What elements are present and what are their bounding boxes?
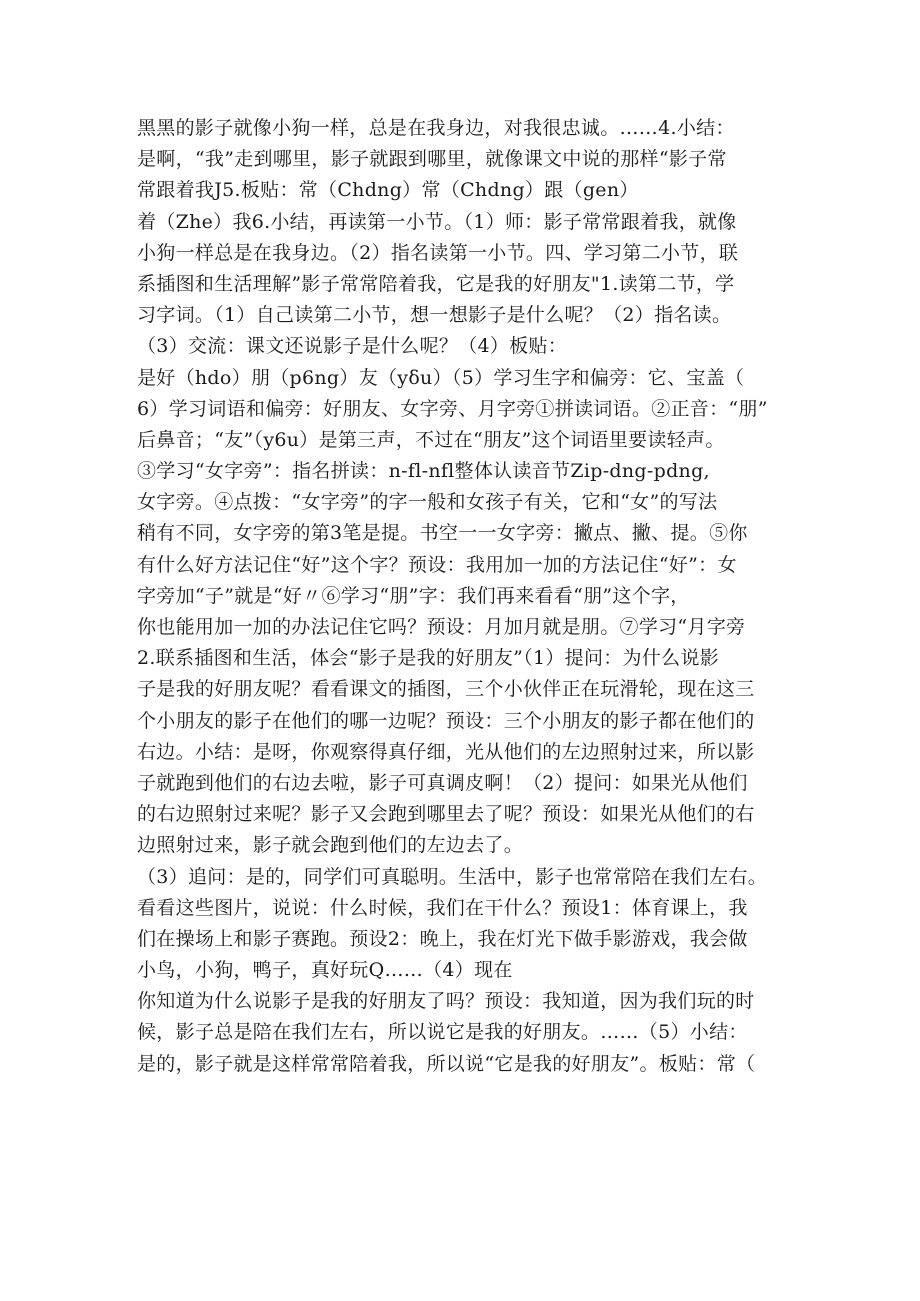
text-line: 是的，影子就是这样常常陪着我，所以说“它是我的好朋友”。板贴：常（ <box>137 1052 756 1075</box>
text-line: 子是我的好朋友呢？看看课文的插图，三个小伙伴正在玩滑轮，现在这三 <box>137 678 755 701</box>
text-line: 候，影子总是陪在我们左右，所以说它是我的好朋友。……（5）小结： <box>137 1021 748 1044</box>
text-line: 习字词。（1）自己读第二小节，想一想影子是什么呢？（2）指名读。 <box>137 304 732 327</box>
body-text <box>137 113 807 1080</box>
text-line: 个小朋友的影子在他们的哪一边呢？预设：三个小朋友的影子都在他们的 <box>137 709 755 732</box>
text-line: 稍有不同，女字旁的第3笔是提。书空一一女字旁：撇点、撇、提。⑤你 <box>137 522 748 545</box>
text-line: 你也能用加一加的办法记住它吗？预设：月加月就是朋。⑦学习“月字旁 <box>137 616 746 638</box>
text-line: 看看这些图片，说说：什么时候，我们在干什么？预设1：体育课上，我 <box>137 896 748 919</box>
text-line: 是啊，“我”走到哪里，影子就跟到哪里，就像课文中说的那样“影子常 <box>137 148 727 171</box>
text-line: 6）学习词语和偏旁：好朋友、女字旁、月字旁①拼读词语。②正音：“朋” <box>137 397 768 420</box>
text-line: 是好（hdo）朋（p6ng）友（yδu）（5）学习生字和偏旁：它、宝盖（ <box>137 366 745 389</box>
text-line: 你知道为什么说影子是我的好朋友了吗？预设：我知道，因为我们玩的时 <box>137 990 755 1013</box>
text-line: 2.联系插图和生活，体会“影子是我的好朋友”（1）提问：为什么说影 <box>137 647 720 670</box>
text-line: 后鼻音；“友”（y6u）是第三声，不过在“朋友”这个词语里要读轻声。 <box>137 428 725 451</box>
text-line: 常跟着我J5.板贴：常（Chdng）常（Chdng）跟（gen） <box>137 179 639 202</box>
text-line: ③学习“女字旁”：指名拼读：n-fl-nfl整体认读音节Zip-dng-pdng, <box>137 460 710 483</box>
text-line: 系插图和生活理解”影子常常陪着我，它是我的好朋友"1.读第二节，学 <box>137 272 735 295</box>
text-line: 小鸟，小狗，鸭子，真好玩Q……（4）现在 <box>137 959 513 982</box>
text-line: 边照射过来，影子就会跑到他们的左边去了。 <box>137 834 524 857</box>
text-line: 有什么好方法记住“好”这个字？预设：我用加一加的方法记住“好”：女 <box>137 553 737 576</box>
text-line: 们在操场上和影子赛跑。预设2：晚上，我在灯光下做手影游戏，我会做 <box>137 927 748 950</box>
text-line: 女字旁。④点拨：“女字旁”的字一般和女孩子有关，它和“女”的写法 <box>137 491 718 514</box>
text-line: （3）交流：课文还说影子是什么呢？（4）板贴： <box>137 335 568 358</box>
text-line: 着（Zhe）我6.小结，再读第一小节。（1）师：影子常常跟着我，就像 <box>137 210 737 233</box>
text-line: 的右边照射过来呢？影子又会跑到哪里去了呢？预设：如果光从他们的右 <box>137 803 755 826</box>
text-line: （3）追问：是的，同学们可真聪明。生活中，影子也常常陪在我们左右。 <box>137 865 767 888</box>
text-line: 子就跑到他们的右边去啦，影子可真调皮啊！（2）提问：如果光从他们 <box>137 771 748 794</box>
text-line: 右边。小结：是呀，你观察得真仔细，光从他们的左边照射过来，所以影 <box>137 740 755 763</box>
text-line: 小狗一样总是在我身边。（2）指名读第一小节。四、学习第二小节，联 <box>137 241 739 264</box>
text-line: 字旁加“子”就是“好〃⑥学习“朋”字：我们再来看看“朋”这个字， <box>137 584 690 607</box>
text-line: 黑黑的影子就像小狗一样，总是在我身边，对我很忠诚。……4.小结： <box>137 117 735 139</box>
